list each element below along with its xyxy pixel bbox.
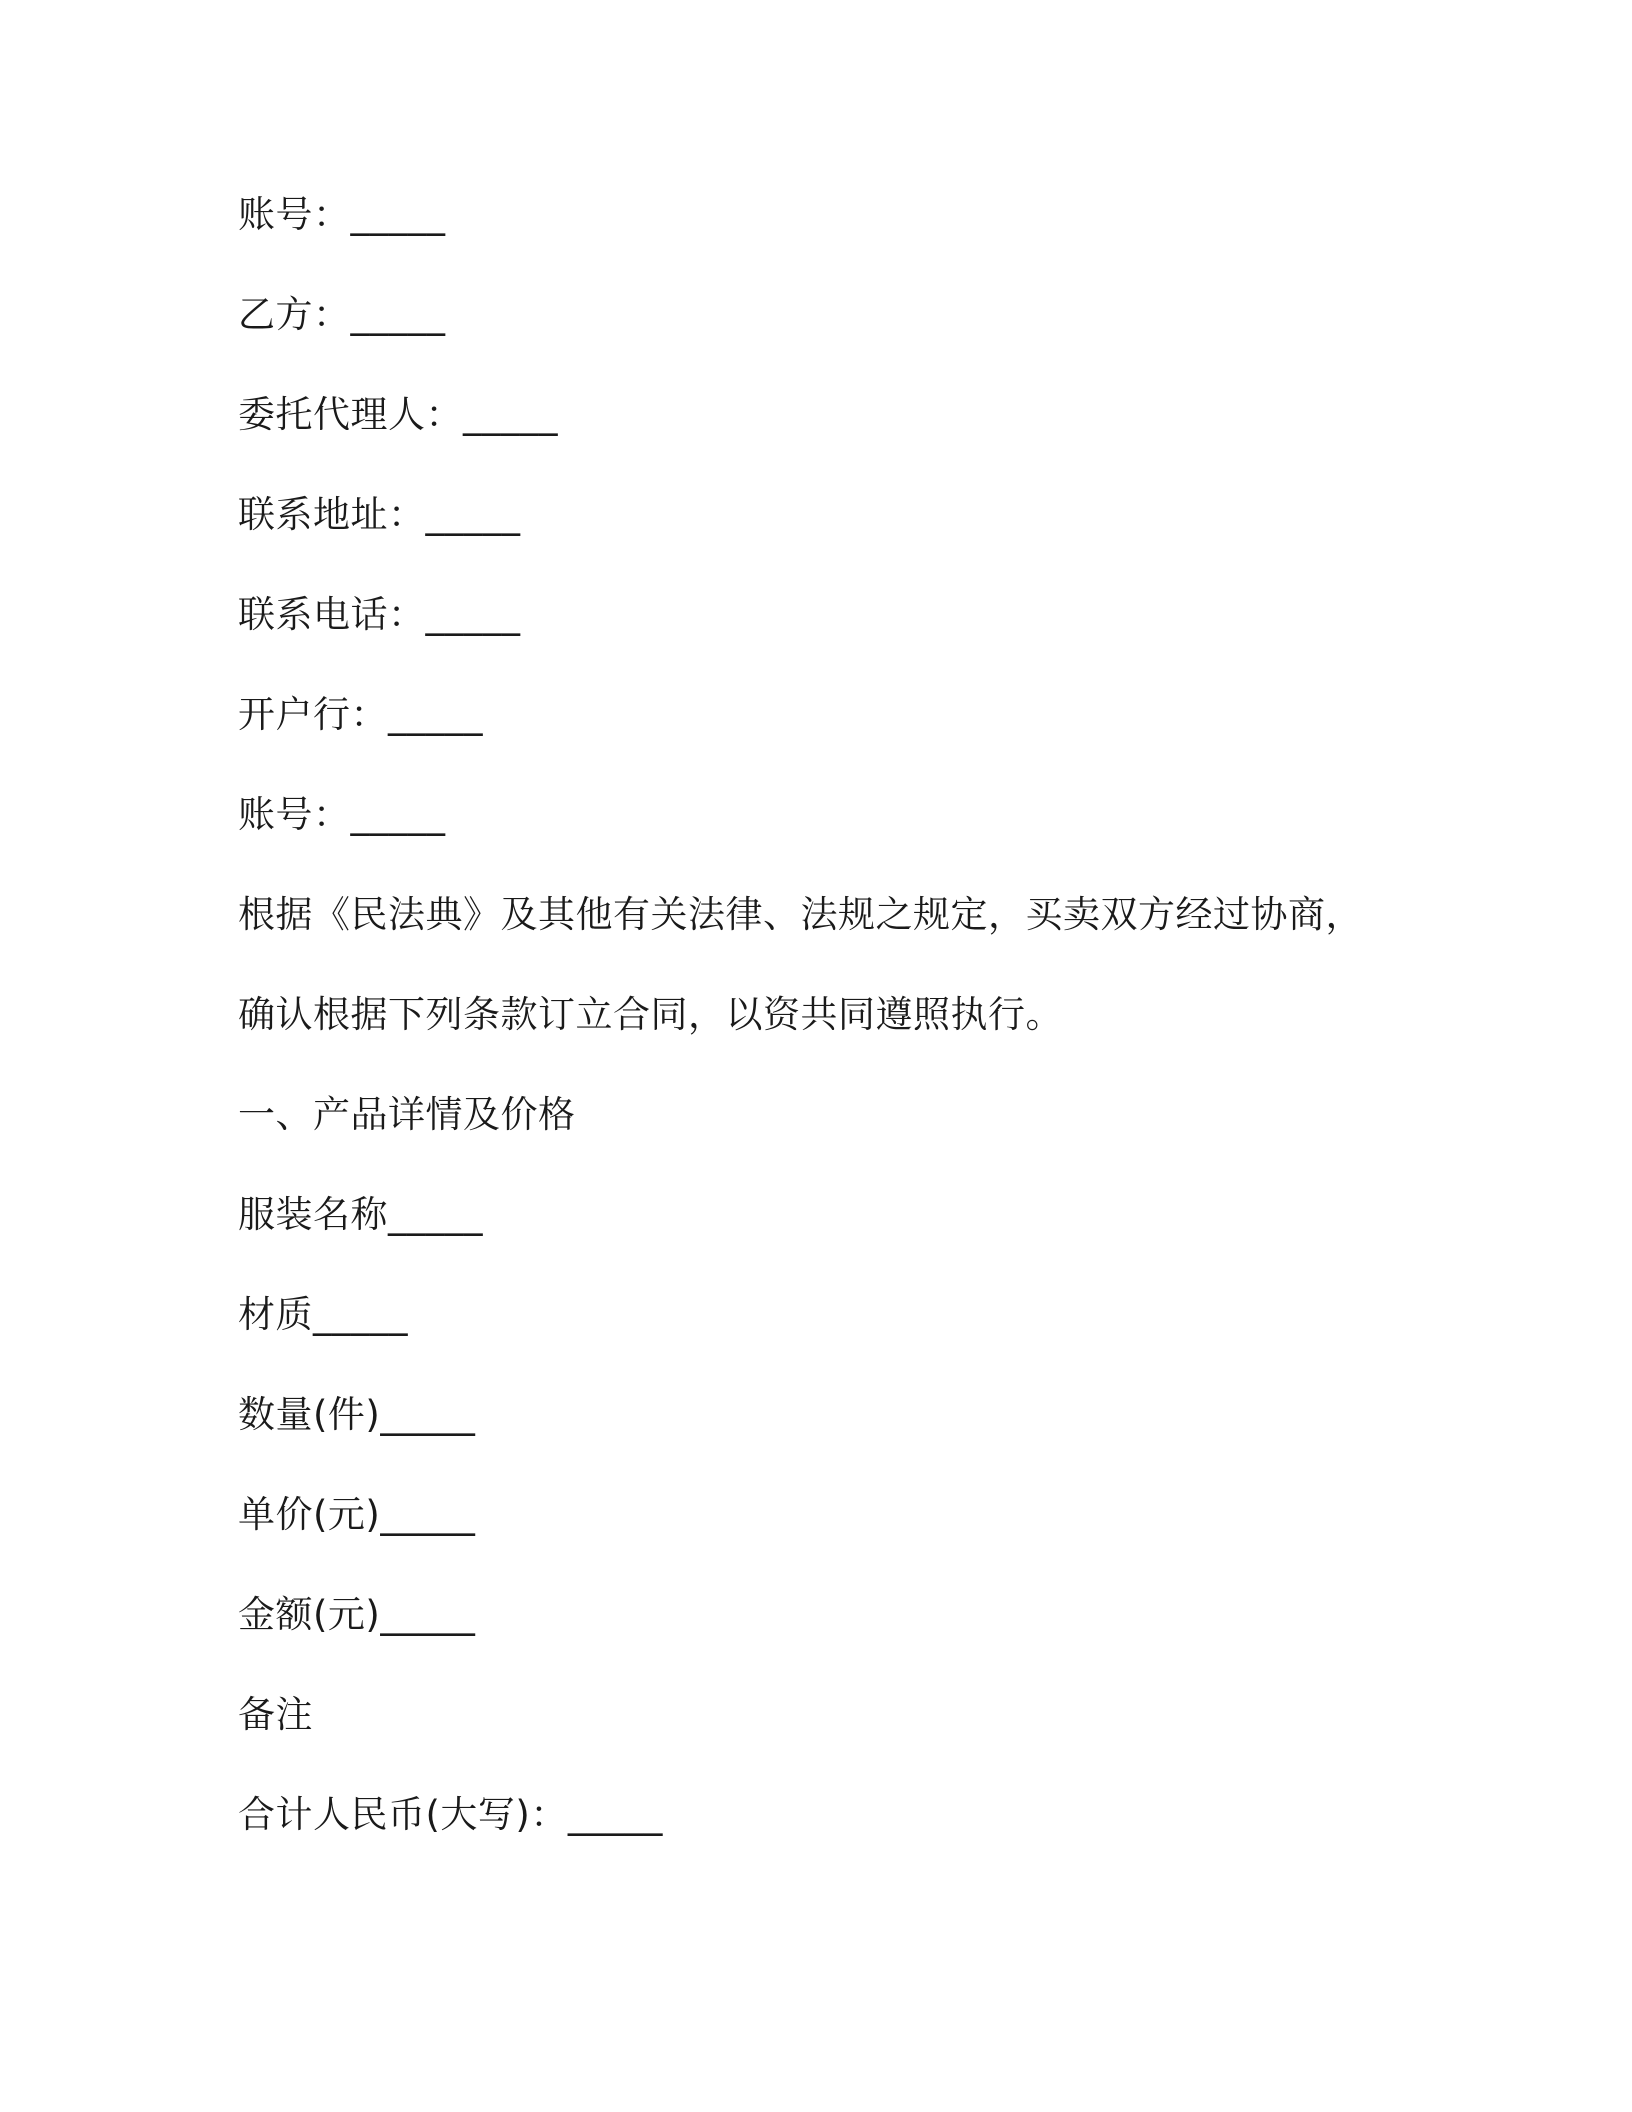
section-heading-product-price: 一、产品详情及价格 [238, 1093, 576, 1136]
bank-line: 开户行：_____ [238, 693, 483, 736]
amount-line: 金额(元)_____ [238, 1593, 476, 1636]
remarks-line: 备注 [238, 1693, 313, 1736]
account-number-line-2: 账号：_____ [238, 793, 446, 836]
total-rmb-line: 合计人民币(大写)：_____ [238, 1793, 663, 1836]
preamble-line-2: 确认根据下列条款订立合同，以资共同遵照执行。 [238, 993, 1063, 1036]
preamble-line-1: 根据《民法典》及其他有关法律、法规之规定，买卖双方经过协商， [238, 893, 1363, 936]
authorized-agent-line: 委托代理人：_____ [238, 393, 558, 436]
contact-phone-line: 联系电话：_____ [238, 593, 521, 636]
contact-address-line: 联系地址：_____ [238, 493, 521, 536]
material-line: 材质_____ [238, 1293, 408, 1336]
quantity-line: 数量(件)_____ [238, 1393, 476, 1436]
garment-name-line: 服装名称_____ [238, 1193, 483, 1236]
unit-price-line: 单价(元)_____ [238, 1493, 476, 1536]
party-b-line: 乙方：_____ [238, 293, 446, 336]
account-number-line-1: 账号：_____ [238, 193, 446, 236]
